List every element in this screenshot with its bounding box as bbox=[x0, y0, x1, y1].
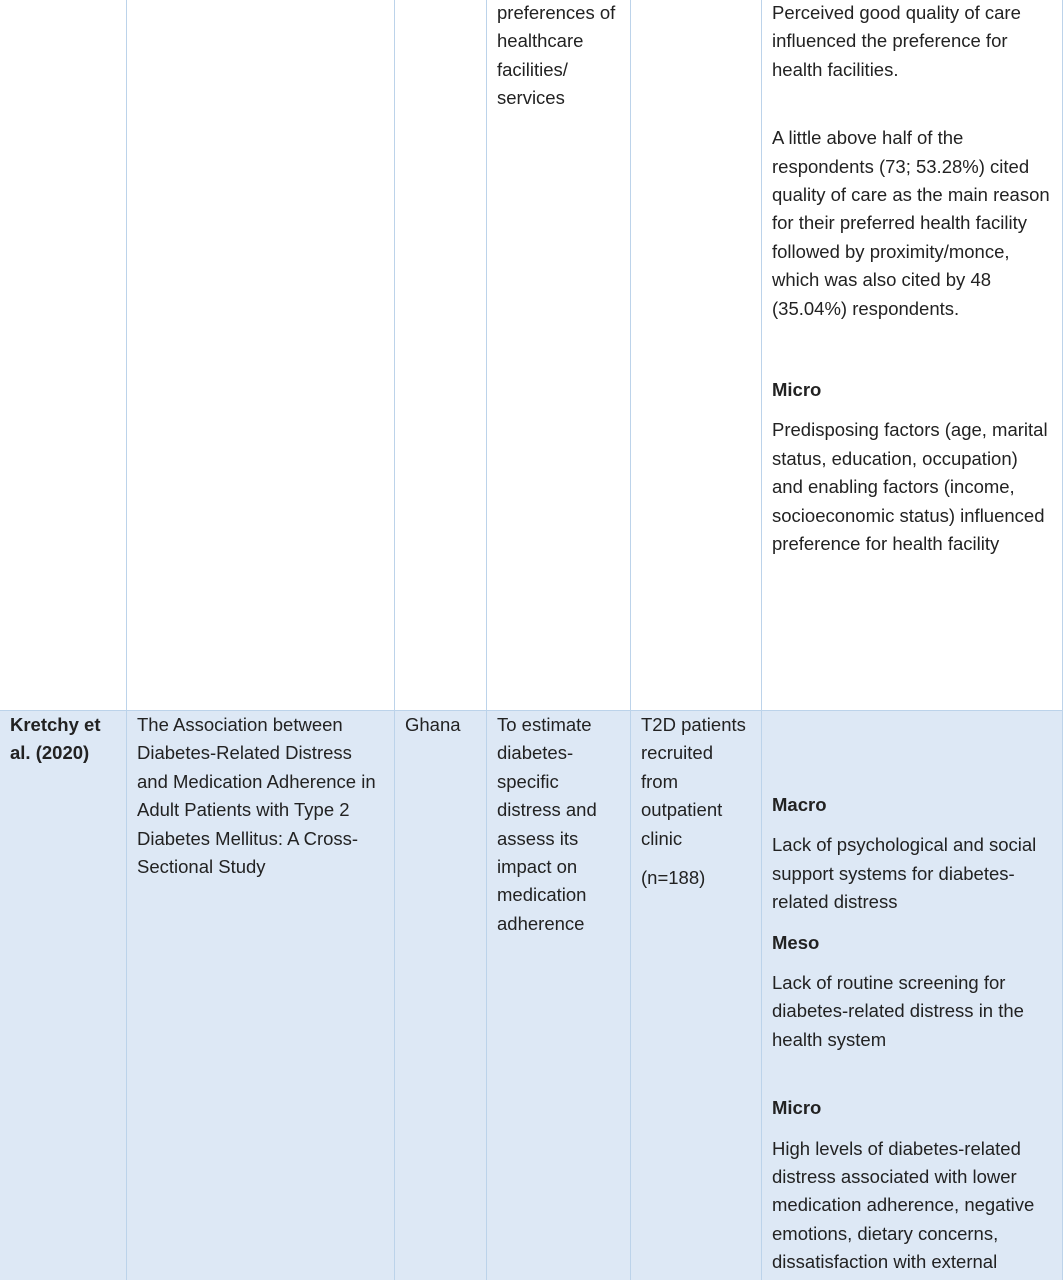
sample-cell bbox=[630, 711, 761, 1280]
sample-cell bbox=[630, 0, 761, 710]
findings-cell bbox=[761, 711, 1063, 1280]
author-cell bbox=[0, 0, 126, 710]
micro-text: Predisposing factors (age, marital status, education, occupation) and enabling factors (income, socioeconomic status) influenced preference for health facility bbox=[772, 419, 1048, 555]
meso-text: Lack of routine screening for diabetes-related distress in the health system bbox=[772, 972, 1024, 1050]
title-text: The Association between Diabetes-Related Distress and Medication Adherence in Adult Patients with Type 2 Diabetes Mellitus: A Cross-Sectional Study bbox=[137, 714, 376, 878]
objective-text: preferences of healthcare facilities/ services bbox=[497, 2, 616, 109]
micro-heading: Micro bbox=[772, 1097, 822, 1119]
macro-heading: Macro bbox=[772, 794, 827, 815]
sample-description: T2D patients recruited from outpatient clinic bbox=[641, 714, 746, 849]
author-text: Kretchy et al. (2020) bbox=[10, 714, 101, 764]
country-cell bbox=[394, 0, 486, 710]
author-cell bbox=[0, 711, 126, 1280]
title-cell bbox=[126, 0, 394, 710]
micro-text: High levels of diabetes-related distress associated with lower medication adherence, negative emotions, dietary concerns, dissatisfaction with external bbox=[772, 1137, 1035, 1273]
objective-text: To estimate diabetes-specific distress and assess its impact on medication adherence bbox=[497, 714, 597, 934]
findings-cell bbox=[761, 0, 1063, 710]
title-cell bbox=[126, 711, 394, 1280]
sample-size: (n=188) bbox=[641, 867, 706, 889]
micro-heading: Micro bbox=[772, 379, 822, 401]
objective-cell bbox=[486, 711, 630, 1280]
country-cell bbox=[394, 711, 486, 1280]
country-text: Ghana bbox=[405, 714, 461, 735]
objective-cell bbox=[486, 0, 630, 710]
meso-heading: Meso bbox=[772, 931, 820, 953]
findings-detail: A little above half of the respondents (73; 53.28%) cited quality of care as the main reason for their preferred health facility followed by proximity/monce, which was also cited by 48 (35.04%) respondents. bbox=[772, 127, 1050, 319]
findings-intro: Perceived good quality of care influenced the preference for health facilities. bbox=[772, 2, 1021, 80]
table-row bbox=[0, 710, 1063, 1280]
macro-text: Lack of psychological and social support systems for diabetes-related distress bbox=[772, 834, 1037, 913]
